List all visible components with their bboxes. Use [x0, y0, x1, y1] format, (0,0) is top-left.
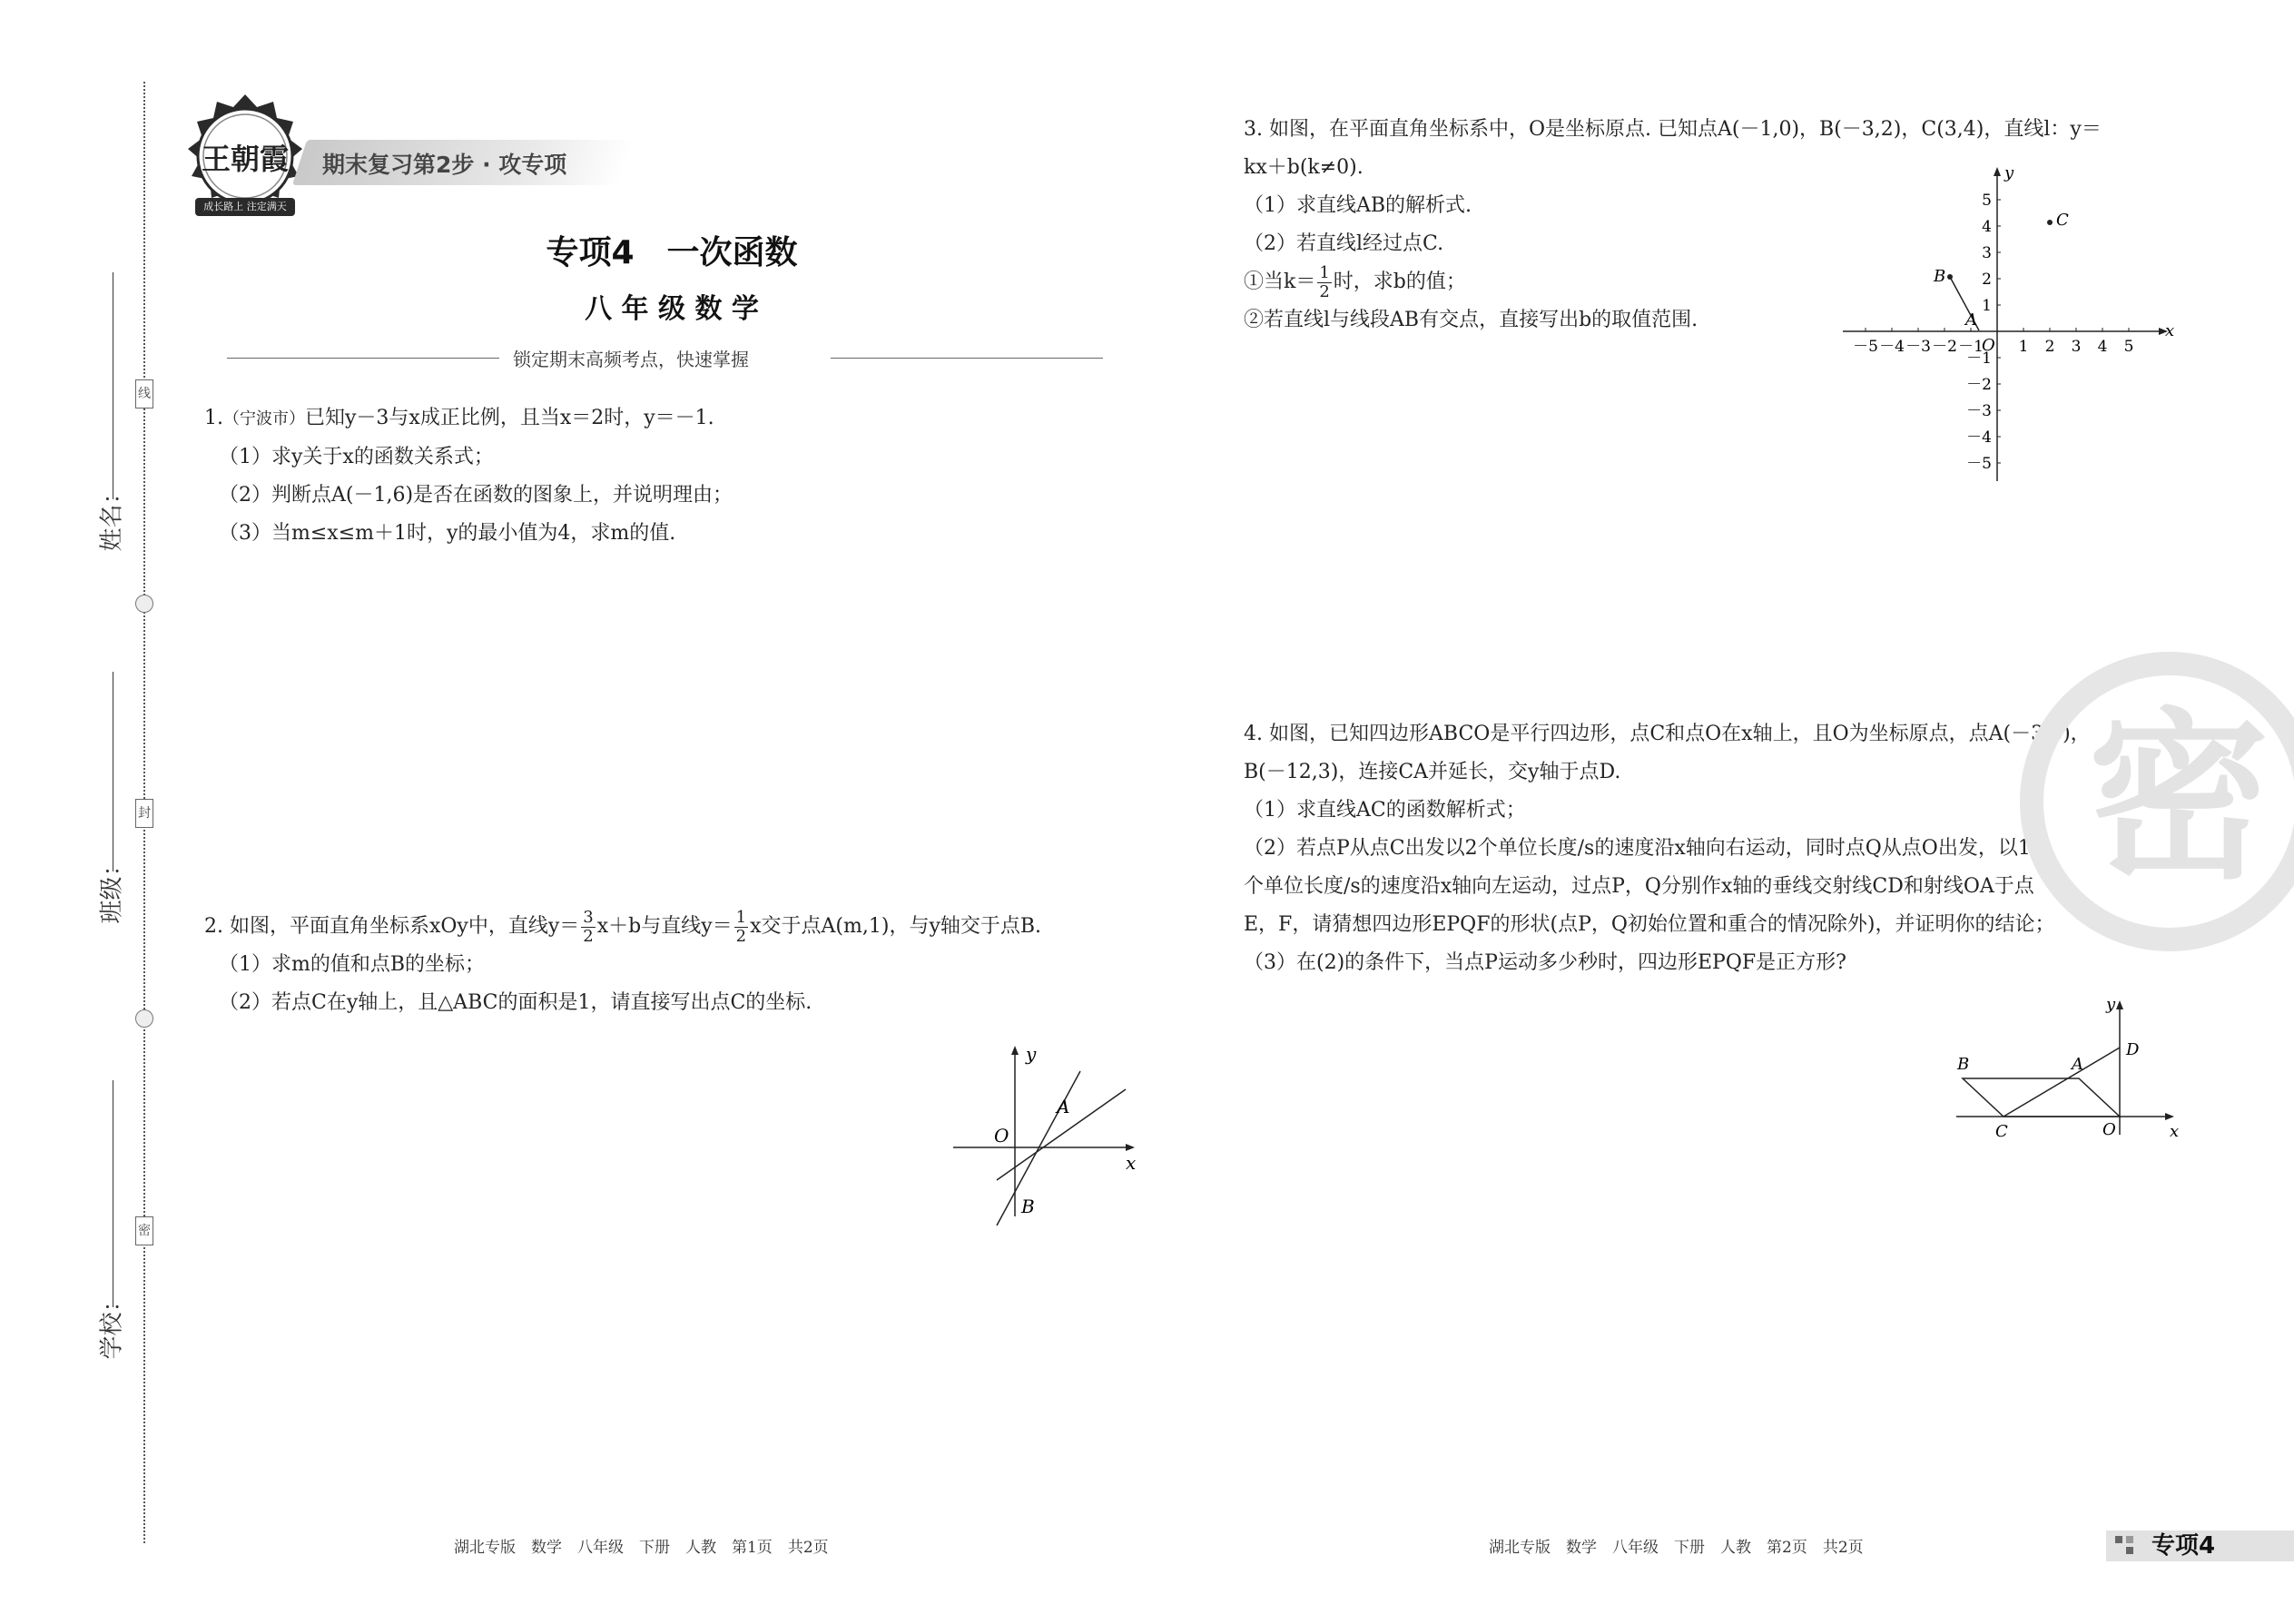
q3-y-tick-label: 5 [1982, 192, 1992, 210]
q2-label-x: x [1126, 1152, 1137, 1174]
q2-y-arrow [1011, 1046, 1019, 1055]
slogan-rule-left [227, 358, 499, 359]
q3-x-tick-label: 3 [2071, 338, 2082, 356]
q4-y-arrow [2116, 1000, 2123, 1009]
q3-y-tick-label: 2 [1982, 271, 1992, 289]
q1-stem: 已知y－3与x成正比例，且当x＝2时，y＝－1. [305, 407, 714, 429]
q3-point-b [1947, 274, 1953, 280]
question-4 [1244, 715, 2091, 982]
q4-label-x: x [2170, 1122, 2180, 1141]
q2-part-1: （1）求m的值和点B的坐标； [219, 953, 486, 976]
q3-label-b: B [1934, 267, 1946, 286]
q1-number: 1. [204, 407, 223, 429]
q3-stem-2: kx＋b(k≠0). [1244, 156, 1364, 179]
q1-part-1: （1）求y关于x的函数关系式； [219, 446, 494, 468]
q2-label-y: y [1026, 1043, 1037, 1065]
brand-logo [177, 91, 313, 227]
q4-label-o: O [2102, 1120, 2116, 1139]
q4-figure [1952, 989, 2188, 1153]
q4-part-2b: 个单位长度/s的速度沿x轴向左运动，过点P，Q分别作x轴的垂线交射线CD和射线OA于点 [1244, 875, 2034, 898]
q3-fraction [1317, 264, 1331, 301]
q3-y-tick-label: －4 [1966, 428, 1992, 447]
q2-frac1-den: 2 [583, 926, 594, 946]
q3-label-y: y [2004, 163, 2014, 182]
q4-x-arrow [2165, 1113, 2174, 1120]
q3-part-2a-b: 时，求b的值； [1333, 271, 1466, 293]
q3-x-tick-label: 4 [2097, 338, 2108, 356]
page-title: 专项4 一次函数 [546, 234, 798, 271]
q2-label-a: A [1057, 1096, 1070, 1117]
q2-fraction-1 [581, 909, 595, 946]
q2-label-b: B [1021, 1196, 1035, 1217]
q1-source: （宁波市） [223, 409, 305, 428]
q2-stem-c: x交于点A(m,1)，与y轴交于点B. [750, 915, 1042, 938]
q3-x-tick-label: 2 [2044, 338, 2055, 356]
footer-left: 湖北专版 数学 八年级 下册 人教 第1页 共2页 [454, 1539, 829, 1557]
q3-y-tick-label: －5 [1966, 455, 1992, 473]
q2-label-o: O [994, 1125, 1009, 1147]
q3-y-tick-label: 4 [1982, 218, 1992, 236]
q3-label-c: C [2056, 211, 2069, 230]
q3-part-2: （2）若直线l经过点C. [1244, 232, 1444, 255]
name-label: 姓名： [98, 480, 126, 552]
q3-y-tick-label: －3 [1966, 402, 1992, 420]
q4-part-2c: E，F，请猜想四边形EPQF的形状(点P，Q初始位置和重合的情况除外)，并证明你的结论； [1244, 913, 2055, 936]
q3-part-1: （1）求直线AB的解析式. [1244, 194, 1472, 217]
watermark-char: 密 [2087, 693, 2269, 904]
q2-part-2: （2）若点C在y轴上，且△ABC的面积是1，请直接写出点C的坐标. [219, 991, 812, 1014]
q3-x-tick-label: －2 [1932, 338, 1957, 356]
q3-y-tick-label: －2 [1966, 376, 1992, 394]
q3-x-tick-label: －5 [1853, 338, 1878, 356]
q3-frac-num: 1 [1319, 262, 1330, 282]
q4-label-b: B [1957, 1055, 1970, 1074]
q2-frac2-num: 1 [735, 907, 747, 927]
q3-part-2a-a: ①当k＝ [1244, 271, 1316, 293]
slogan: 锁定期末高频考点，快速掌握 [513, 349, 749, 370]
slogan-rule-right [831, 358, 1103, 359]
q3-x-tick-label: －4 [1879, 338, 1905, 356]
seal-mark-line: 线 [135, 379, 153, 408]
q3-frac-den: 2 [1319, 281, 1330, 301]
q3-figure [1834, 163, 2179, 490]
page-subtitle: 八 年 级 数 学 [585, 293, 759, 325]
q2-line-2 [997, 1071, 1080, 1225]
q4-stem-2: B(－12,3)，连接CA并延长，交y轴于点D. [1244, 761, 1621, 783]
seal-circle-icon [135, 595, 153, 613]
q4-label-c: C [1995, 1122, 2008, 1141]
q2-stem [204, 908, 1041, 946]
q3-label-o: O [1982, 336, 1995, 355]
q1-part-3: （3）当m≤x≤m＋1时，y的最小值为4，求m的值. [219, 522, 676, 545]
q3-y-tick-label: 3 [1982, 244, 1992, 262]
q2-x-arrow [1126, 1144, 1135, 1151]
q4-part-3: （3）在(2)的条件下，当点P运动多少秒时，四边形EPQF是正方形? [1244, 951, 1846, 974]
question-1 [204, 399, 733, 553]
seal-mark-close: 密 [135, 1216, 153, 1245]
q3-label-a: A [1965, 310, 1977, 330]
q4-label-a: A [2072, 1055, 2083, 1074]
footer-right: 湖北专版 数学 八年级 下册 人教 第2页 共2页 [1489, 1539, 1864, 1557]
q4-parallelogram [1963, 1078, 2120, 1117]
school-label: 学校： [98, 1288, 126, 1360]
q3-stem-1: 3. 如图，在平面直角坐标系中，O是坐标原点. 已知点A(－1,0)，B(－3,2)，C(3,4)，直线l：y＝ [1244, 118, 2102, 141]
logo-text: 王朝霞 [201, 142, 289, 176]
q3-label-x: x [2165, 321, 2175, 340]
q4-part-1: （1）求直线AC的函数解析式； [1244, 799, 1526, 822]
logo-motto: 成长路上 注定满天 [203, 201, 287, 212]
footer-tag-squares-icon [2115, 1536, 2135, 1556]
q2-stem-a: 2. 如图，平面直角坐标系xOy中，直线y＝ [204, 915, 580, 938]
banner-text: 期末复习第2步 · 攻专项 [322, 152, 567, 178]
q3-x-tick-label: －1 [1958, 338, 1984, 356]
q2-frac1-num: 3 [583, 907, 594, 927]
q4-stem-1: 4. 如图，已知四边形ABCO是平行四边形，点C和点O在x轴上，且O为坐标原点，点A(－3,3)， [1244, 723, 2091, 745]
q3-y-tick-label: 1 [1982, 297, 1992, 315]
question-2 [204, 908, 1041, 1022]
q3-x-tick-label: 5 [2123, 338, 2134, 356]
q3-y-tick-label: －1 [1966, 349, 1992, 368]
q2-fraction-2 [734, 909, 748, 946]
q4-line-cd [2004, 1048, 2120, 1117]
q1-part-2: （2）判断点A(－1,6)是否在函数的图象上，并说明理由； [219, 484, 733, 507]
q3-x-tick-label: 1 [2018, 338, 2029, 356]
footer-tag: 专项4 [2151, 1532, 2216, 1560]
q3-x-tick-label: －3 [1905, 338, 1931, 356]
seal-circle-icon [135, 1009, 153, 1028]
class-label: 班级： [98, 852, 126, 924]
seal-mark-seal: 封 [135, 799, 153, 828]
q4-label-d: D [2126, 1040, 2140, 1059]
q4-label-y: y [2106, 995, 2116, 1014]
q3-y-arrow [1994, 167, 2001, 176]
q3-point-c [2047, 220, 2053, 225]
q3-part-2b: ②若直线l与线段AB有交点，直接写出b的取值范围. [1244, 309, 1698, 331]
q4-part-2a: （2）若点P从点C出发以2个单位长度/s的速度沿x轴向右运动，同时点Q从点O出发，以1 [1244, 837, 2031, 860]
q2-stem-b: x＋b与直线y＝ [596, 915, 733, 938]
q2-figure [944, 1035, 1153, 1235]
q2-frac2-den: 2 [735, 926, 747, 946]
